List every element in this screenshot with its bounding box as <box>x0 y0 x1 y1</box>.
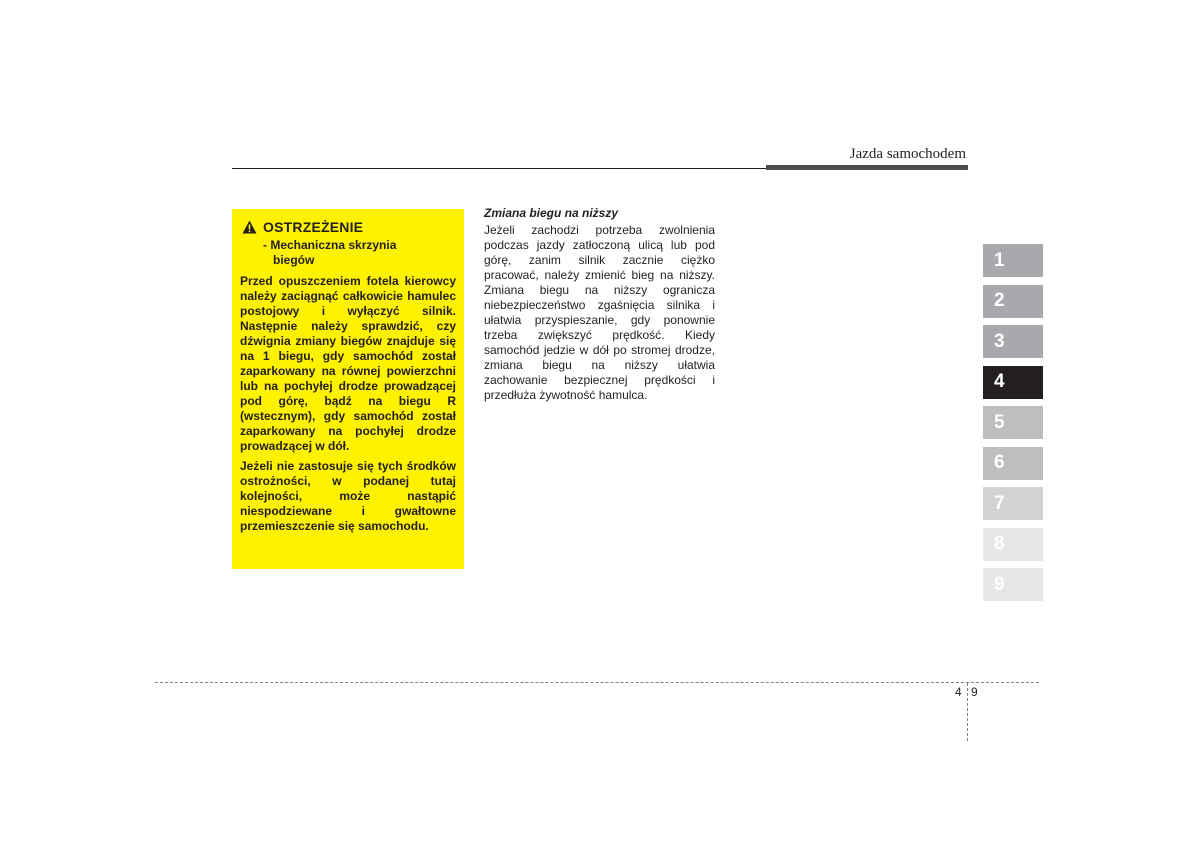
warning-triangle-icon <box>242 220 257 234</box>
warning-paragraph: Jeżeli nie zastosuje się tych środków ostrożności, w podanej tutaj kolejności, może nastąpić niespodziewane i gwałtowne przemieszczenie się samochodu. <box>240 459 456 533</box>
warning-box <box>232 209 464 569</box>
chapter-tab-6[interactable]: 6 <box>983 447 1043 480</box>
chapter-tab-5[interactable]: 5 <box>983 406 1043 439</box>
chapter-tab-3[interactable]: 3 <box>983 325 1043 358</box>
warning-subtitle-line-1: - Mechaniczna skrzynia <box>263 238 397 252</box>
footer-page-number: 9 <box>971 685 978 699</box>
chapter-tabs <box>983 244 1043 609</box>
footer-divider <box>967 683 968 741</box>
chapter-tab-9[interactable]: 9 <box>983 568 1043 601</box>
warning-subtitle <box>263 238 433 268</box>
footer-chapter-number: 4 <box>955 685 962 699</box>
chapter-tab-2[interactable]: 2 <box>983 285 1043 318</box>
section-body: Jeżeli zachodzi potrzeba zwolnienia podczas jazdy zatłoczoną ulicą lub pod górę, zanim silnik zacznie ciężko pracować, należy zmienić bieg na niższy. Zmiana biegu na niższy ogranicza niebezpieczeństwo zgaśnięcia silnika i ułatwia przyspieszanie, gdy ponownie trzeba zwiększyć prędkość. Kiedy samochód jedzie w dół po stromej drodze, zmiana biegu na niższy ułatwia zachowanie bezpiecznej prędkości i przedłuża żywotność hamulca. <box>484 223 715 402</box>
footer-rule <box>155 682 1039 683</box>
warning-subtitle-line-2: biegów <box>273 253 315 267</box>
section-heading: Zmiana biegu na niższy <box>484 206 619 220</box>
chapter-tab-8[interactable]: 8 <box>983 528 1043 561</box>
warning-title: OSTRZEŻENIE <box>263 219 364 235</box>
chapter-tab-4[interactable]: 4 <box>983 366 1043 399</box>
warning-header <box>242 219 456 235</box>
header-title: Jazda samochodem <box>849 146 966 162</box>
chapter-tab-1[interactable]: 1 <box>983 244 1043 277</box>
chapter-tab-7[interactable]: 7 <box>983 487 1043 520</box>
header-rule-accent <box>766 165 968 170</box>
warning-paragraph: Przed opuszczeniem fotela kierowcy należy zaciągnąć całkowicie hamulec postojowy i wyłączyć silnik. Następnie należy sprawdzić, czy dźwignia zmiany biegów znajduje się na 1 biegu, gdy samochód został zaparkowany na równej powierzchni lub na pochyłej drodze prowadzącej pod górę, bądź na biegu R (wstecznym), gdy samochód został zaparkowany na pochyłej drodze prowadzącej w dół. <box>240 274 456 453</box>
downshift-section <box>484 206 715 403</box>
